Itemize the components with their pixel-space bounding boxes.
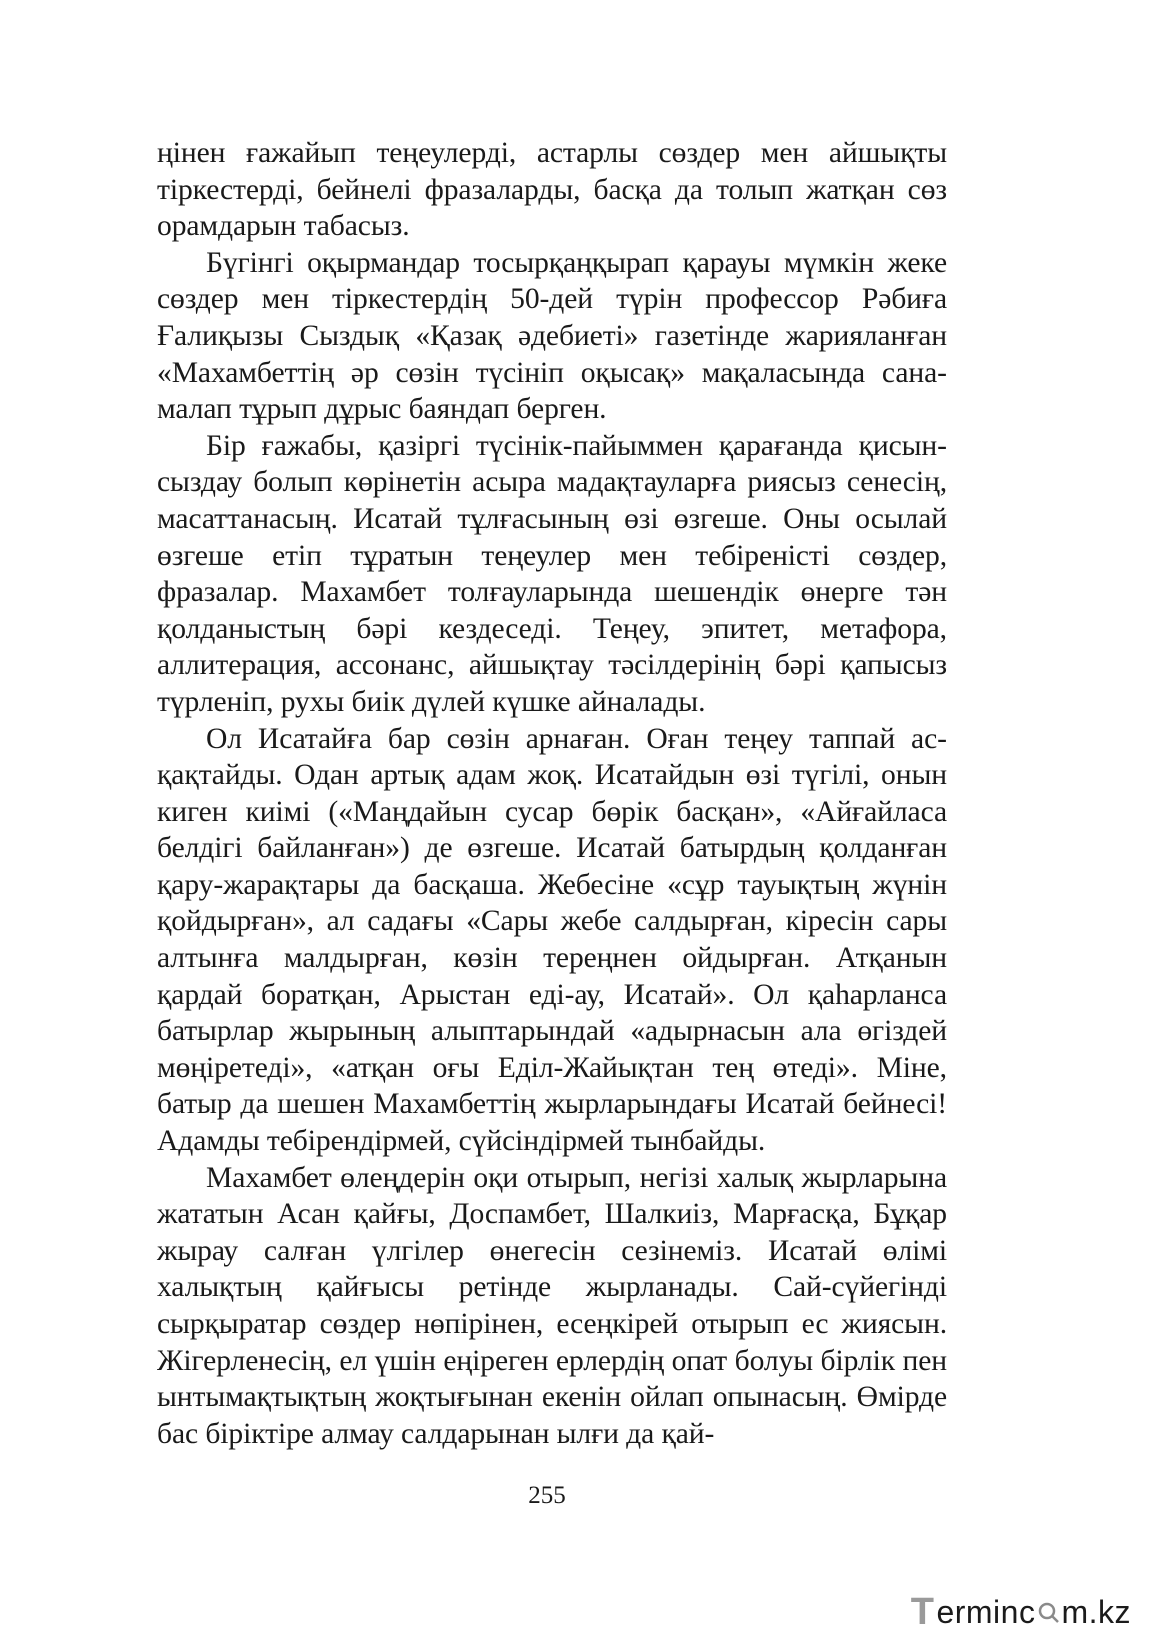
magnifier-icon xyxy=(1037,1601,1059,1623)
paragraph-1: ңінен ғажайып теңеулерді, астарлы сөздер мен айшықты тіркестерді, бейнелі фразаларды, басқа да толып жатқан сөз орамдарын табасыз. xyxy=(157,137,947,243)
paragraph-4: Ол Исатайға бар сөзін арнаған. Оған теңеу таппай асқақтайды. Одан артық адам жоқ. Исатайдын өзі түгілі, онын киген киімі («Маңдайын сусар бөрік басқан», «Айғайласа белдігі байланған») де өзгеше. Исатай батырдың қолданған қару-жарақтары да басқаша. Жебесіне «сұр тауықтың жүнін қойдырған», ал садағы «Сары жебе салдырған, кіресін сары алтынға малдырған, көзін тереңнен ойдырған. Атқанын қардай боратқан, Арыстан еді-ау, Исатай». Ол қаһарланса батырлар жырының алыптарындай «адырнасын ала өгіздей мөңіретеді», «атқан оғы Еділ-Жайықтан тең өтеді». Міне, батыр да шешен Махамбеттің жырларындағы Исатай бейнесі! Адамды тебірендірмей, сүйсіндірмей тынбайды. xyxy=(157,722,947,1158)
page-number: 255 xyxy=(528,1482,566,1509)
paragraph-3: Бір ғажабы, қазіргі түсінік-пайыммен қарағанда қисынсыздау болып көрінетін асыра мадақтауларға риясыз сенесің, масаттанасың. Исатай тұлғасының өзі өзгеше. Оны осылай өзгеше етіп тұратын теңеулер мен тебіреністі сөздер, фразалар. Махамбет толғауларында шешендік өнерге тән қолданыстың бәрі кездеседі. Теңеу, эпитет, метафора, аллитерация, ассонанс, айшықтау тәсілдерінің бәрі қапысыз түрленіп, рухы биік дүлей күшке айналады. xyxy=(157,429,947,718)
paragraph-5: Махамбет өлеңдерін оқи отырып, негізі халық жырларына жататын Асан қайғы, Доспамбет, Шалкиіз, Марғасқа, Бұқар жырау салған үлгілер өнегесін сезінеміз. Исатай өлімі халықтың қайғысы ретінде жырланады. Сай-сүйегінді сырқыратар сөздер нөпірінен, есеңкірей отырып ес жиясын. Жігерленесің, ел үшін еңіреген ерлердің опат болуы бірлік пен ынтымақтықтың жоқтығынан екенін ойлап опынасың. Өмірде бас біріктіре алмау салдарынан ылғи да қай- xyxy=(157,1161,947,1450)
page-body xyxy=(157,135,947,1452)
watermark-t-letter: T xyxy=(910,1591,935,1633)
paragraph-2: Бүгінгі оқырмандар тосырқаңқырап қарауы мүмкін жеке сөздер мен тіркестердің 50-дей түрін профессор Рәбиға Ғалиқызы Сыздық «Қазақ әдебиеті» газетінде жарияланған «Махамбеттің әр сөзін түсініп оқысақ» мақаласында санамалап тұрып дұрыс баяндап берген. xyxy=(157,246,947,426)
watermark-text-part1: erminc xyxy=(936,1594,1036,1630)
termincom-watermark xyxy=(911,1592,1131,1632)
watermark-text-part2: m.kz xyxy=(1061,1594,1131,1630)
